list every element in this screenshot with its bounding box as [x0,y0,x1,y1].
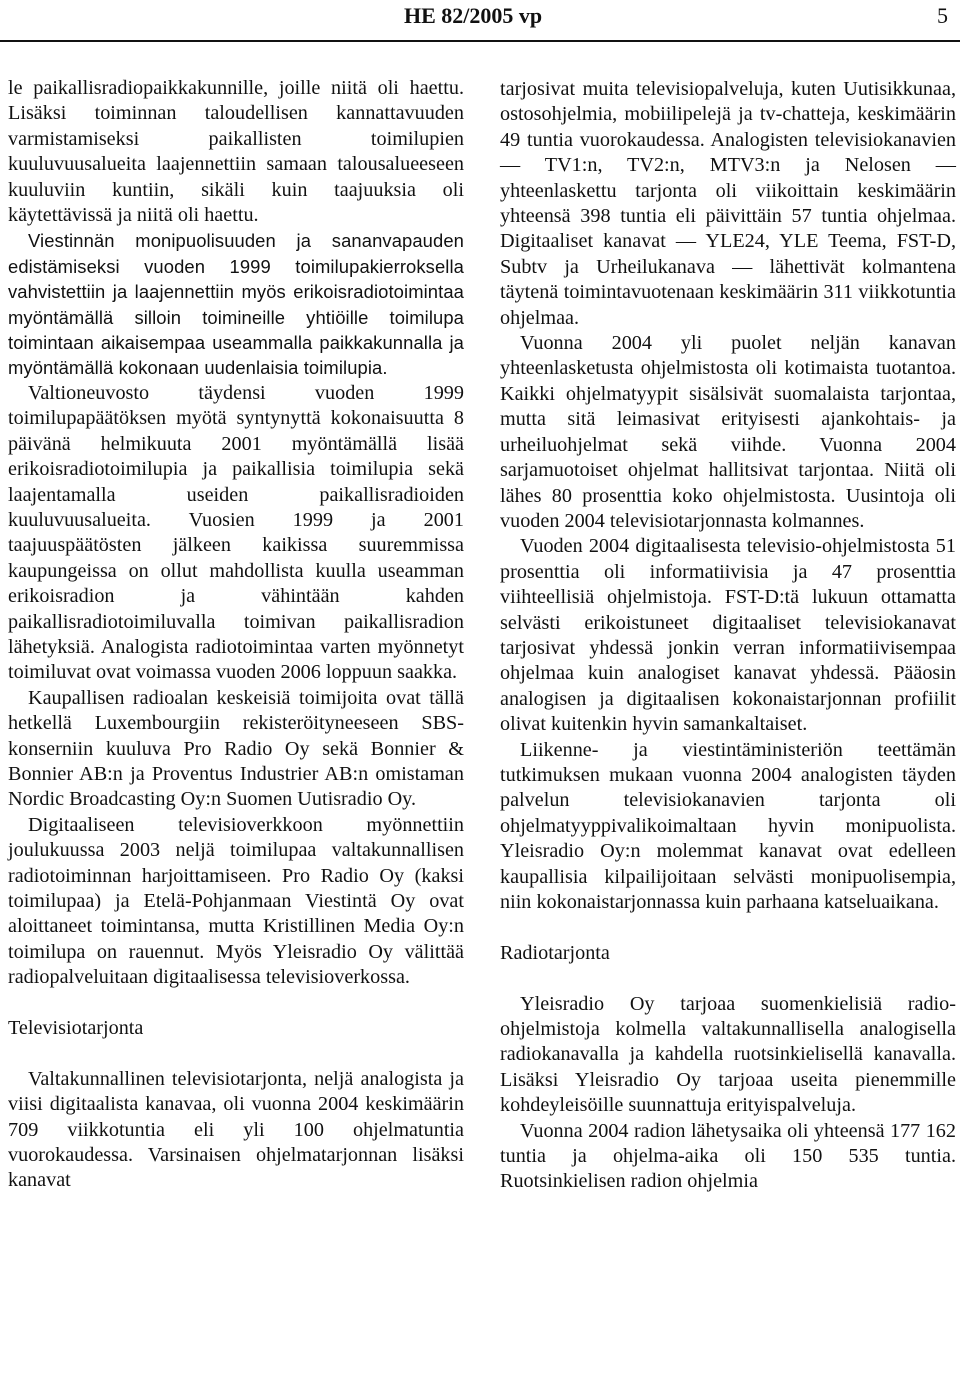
right-column [500,77,956,1195]
paragraph: Valtakunnallinen televisiotarjonta, neljä analogista ja viisi digitaalista kanavaa, oli vuonna 2004 keskimäärin 709 viikkotuntia eli yli 100 ohjelmatuntia vuorokaudessa. Varsinaisen ohjelmatarjonnan lisäksi kanavat [8,1067,464,1192]
section-heading: Televisiotarjonta [8,1017,144,1040]
paragraph: Digitaaliseen televisioverkkoon myönnettiin joulukuussa 2003 neljä toimilupaa valtakunnallisen radiotoiminnan harjoittamiseen. Pro Radio Oy (kaksi toimilupaa) ja Etelä-Pohjanmaan Viestintä Oy ovat aloittaneet toimintansa, mutta Kristillinen Media Oy:n toimilupa on rauennut. Myös Yleisradio Oy välittää radiopalveluitaan digitaalisessa televisioverkossa. [8,813,464,989]
section-heading: Radiotarjonta [500,941,610,964]
paragraph: Vuonna 2004 yli puolet neljän kanavan yhteenlasketusta ohjelmistosta oli kotimaista tuotantoa. Kaikki ohjelmatyypit sisälsivät suomalaista tarjontaa, mutta sitä leimasivat erityisesti ajankohtais- ja urheiluohjelmat sekä viihde. Vuonna 2004 sarjamuotoiset ohjelmat hallitsivat tarjontaa. Niitä oli lähes 80 prosenttia koko ohjelmistosta. Uusintoja oli vuoden 2004 televisiotarjonnasta kolmannes. [500,332,956,532]
paragraph: Kaupallisen radioalan keskeisiä toimijoita ovat tällä hetkellä Luxembourgiin rekisteröityneeseen SBS-konserniin kuuluva Pro Radio Oy sekä Bonnier & Bonnier AB:n ja Proventus Industrier AB:n omistaman Nordic Broadcasting Oy:n Suomen Uutisradio Oy. [8,686,464,811]
paragraph: tarjosivat muita televisiopalveluja, kuten Uutisikkunaa, ostosohjelmia, mobiilipelejä ja tv-chatteja, keskimäärin 49 tuntia vuorokaudessa. Analogisten televisiokanavien — TV1:n, TV2:n, MTV3:n ja Nelosen — yhteenlaskettu tarjonta oli viikoittain keskimäärin yhteensä 398 tuntia eli päivittäin 57 tuntia ohjelmaa. Digitaaliset kanavat — YLE24, YLE Teema, FST-D, Subtv ja Urheilukanava — lähettivät kolmantena täytenä toimintavuotenaan keskimäärin 311 viikkotuntia ohjelmaa. [500,78,956,329]
paragraph: Valtioneuvosto täydensi vuoden 1999 toimilupapäätöksen myötä syntynyttä kokonaisuutta 8 päivänä helmikuuta 2001 myöntämällä lisää erikoisradiotoimilupia ja paikallisia toimilupia sekä laajentamalla useiden paikallisradioiden kuuluvuusalueita. Vuosien 1999 ja 2001 taajuuspäätösten jälkeen kaikissa suuremmissa kaupungeissa on ollut mahdollista kuulla useamman erikoisradion ja vähintään kahden paikallisradiotoimiluvalla toimivan paikallisradion lähetyksiä. Analogista radiotoimintaa varten myönnetyt toimiluvat ovat voimassa vuoden 2006 loppuun saakka. [8,381,464,684]
paragraph: Liikenne- ja viestintäministeriön teettämän tutkimuksen mukaan vuonna 2004 analogisten täyden palvelun televisiokanavien tarjonta oli ohjelmatyyppivalikoimaltaan hyvin monipuolista. Yleisradio Oy:n molemmat kanavat ovat edelleen kaupallisia kilpailijoitaan selvästi monipuolisempia, niin kokonaistarjonnassa kuin parhaana katseluaikana. [500,738,956,913]
page-header [0,0,960,42]
left-column [8,76,464,1194]
paragraph: le paikallisradiopaikkakunnille, joille niitä oli haettu. Lisäksi toiminnan taloudellisen kannattavuuden varmistamiseksi paikallisten toimilupien kuuluvuusalueita laajennettiin samaan talousalueeseen kuuluviin kuntiin, sikäli kuin taajuuksia oli käytettävissä ja niitä oli haettu. [8,77,464,227]
paragraph: Viestinnän monipuolisuuden ja sananvapauden edistämiseksi vuoden 1999 toimilupakierroksella vahvistettiin ja laajennettiin myös erikoisradiotoimintaa myöntämällä silloin toimineille yhtiöille toimilupa toimintaan aikaisempaa useammalla paikkakunnalla ja myöntämällä kokonaan uudenlaisia toimilupia. [8,230,464,379]
paragraph: Vuonna 2004 radion lähetysaika oli yhteensä 177 162 tuntia ja ohjelma-aika oli 150 535 tuntia. Ruotsinkielisen radion ohjelmia [500,1119,956,1193]
document-id: HE 82/2005 vp [404,3,543,28]
paragraph: Yleisradio Oy tarjoaa suomenkielisiä radio-ohjelmistoja kolmella valtakunnallisella analogisella radiokanavalla ja kahdella ruotsinkielisellä kanavalla. Lisäksi Yleisradio Oy tarjoaa useita pienemmille kohdeyleisöille suunnattuja erityispalveluja. [500,992,956,1117]
page-number: 5 [937,3,948,28]
paragraph: Vuoden 2004 digitaalisesta televisio-ohjelmistosta 51 prosenttia oli informatiivisia ja 47 prosenttia viihteellisiä ohjelmistoja. FST-D:tä lukuun ottamatta selvästi erikoistuneet digitaaliset televisiokanavat tarjosivat yhdessä jonkin verran informatiivisempaa ohjelmaa kuin analogiset kanavat yhdessä. Pääosin analogisen ja digitaalisen kokonaistarjonnan profiilit olivat kuitenkin hyvin samankaltaiset. [500,535,956,736]
